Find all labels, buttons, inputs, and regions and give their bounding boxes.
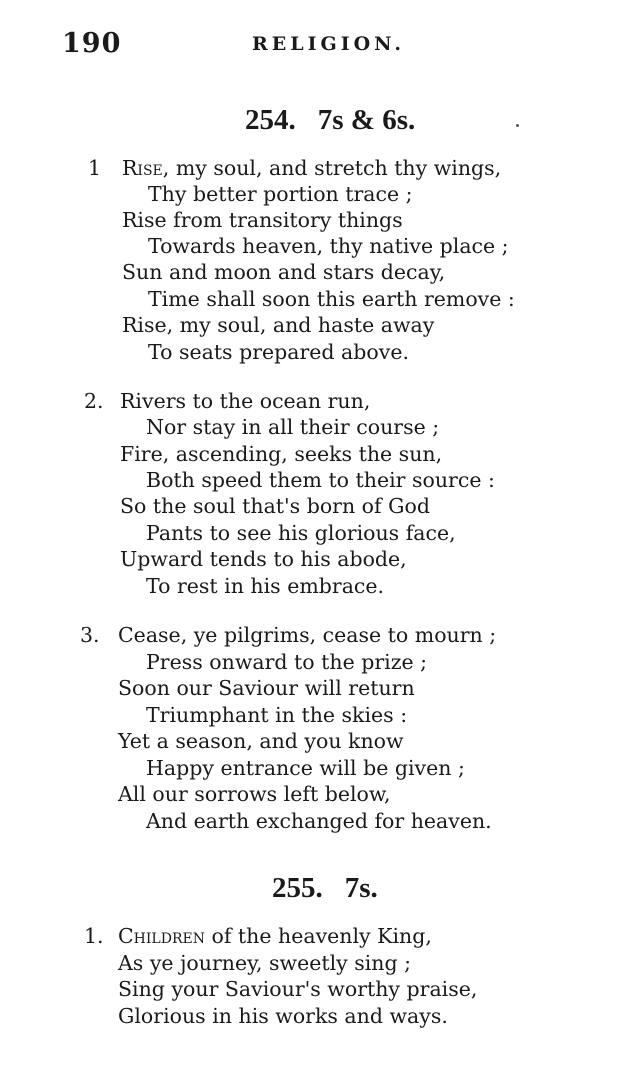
verse-number: 3. xyxy=(80,623,100,647)
hymn-number: 254. xyxy=(245,104,296,136)
verse-line: Upward tends to his abode, xyxy=(120,547,407,571)
verse-line: Cease, ye pilgrims, cease to mourn ; xyxy=(118,623,497,647)
verse-line: To rest in his embrace. xyxy=(146,574,385,598)
first-line-rest: of the heavenly King, xyxy=(204,924,432,948)
verse-line: Rise from transitory things xyxy=(122,208,403,232)
verse-line xyxy=(118,923,432,949)
verse-line: Rivers to the ocean run, xyxy=(120,389,371,413)
hymn-meter: 7s. xyxy=(344,872,378,904)
verse-line: Time shall soon this earth remove : xyxy=(148,287,515,311)
verse-line: Triumphant in the skies : xyxy=(146,703,408,727)
verse-line: Happy entrance will be given ; xyxy=(146,756,465,780)
verse-number: 1 xyxy=(88,156,102,180)
verse-line: Press onward to the prize ; xyxy=(146,650,428,674)
first-word-small-caps: Children xyxy=(118,924,205,948)
verse-line: Yet a season, and you know xyxy=(118,729,404,753)
verse-line xyxy=(122,155,501,181)
verse-number: 2. xyxy=(84,389,104,413)
verse-line: As ye journey, sweetly sing ; xyxy=(118,951,412,975)
verse-number: 1. xyxy=(84,924,104,948)
first-line-rest: , my soul, and stretch thy wings, xyxy=(162,156,502,180)
verse-line: Sing your Saviour's worthy praise, xyxy=(118,977,478,1001)
page-number: 190 xyxy=(62,28,122,59)
print-speck xyxy=(516,124,519,127)
verse-line: Glorious in his works and ways. xyxy=(118,1004,448,1028)
verse-line: Rise, my soul, and haste away xyxy=(122,313,435,337)
verse-line: Towards heaven, thy native place ; xyxy=(148,234,509,258)
verse-line: Pants to see his glorious face, xyxy=(146,521,456,545)
hymn-number: 255. xyxy=(272,872,323,904)
verse-line: And earth exchanged for heaven. xyxy=(146,809,492,833)
verse-line: Soon our Saviour will return xyxy=(118,676,415,700)
hymn-heading xyxy=(272,872,378,905)
verse-line: So the soul that's born of God xyxy=(120,494,430,518)
running-title: RELIGION. xyxy=(252,33,405,55)
verse-line: Both speed them to their source : xyxy=(146,468,495,492)
hymn-heading xyxy=(245,104,415,137)
verse-line: Sun and moon and stars decay, xyxy=(122,260,446,284)
verse-line: To seats prepared above. xyxy=(148,340,409,364)
verse-line: Nor stay in all their course ; xyxy=(146,415,440,439)
verse-line: All our sorrows left below, xyxy=(118,782,391,806)
verse-line: Fire, ascending, seeks the sun, xyxy=(120,442,443,466)
hymn-meter: 7s & 6s. xyxy=(317,104,416,136)
first-word-small-caps: Rise xyxy=(122,156,163,180)
verse-line: Thy better portion trace ; xyxy=(148,182,413,206)
